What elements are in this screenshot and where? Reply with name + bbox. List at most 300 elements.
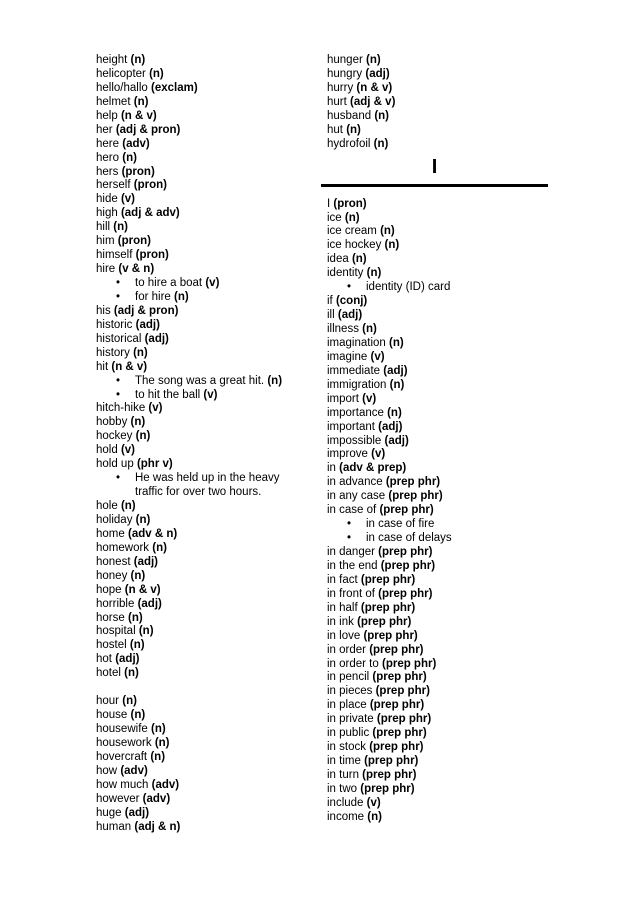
vocab-entry xyxy=(96,500,306,514)
vocab-example xyxy=(96,375,306,389)
part-of-speech: (n) xyxy=(127,611,143,624)
part-of-speech: (pron) xyxy=(135,249,169,262)
entry-word: housework xyxy=(96,737,152,750)
vocab-entry xyxy=(96,779,306,793)
vocab-entry xyxy=(96,221,306,235)
part-of-speech: (adv) xyxy=(120,764,148,777)
part-of-speech: (v) xyxy=(120,193,136,206)
left-column xyxy=(96,54,306,835)
part-of-speech: (n & v) xyxy=(120,109,157,122)
vocab-entry xyxy=(96,54,306,68)
entry-word: ill xyxy=(327,309,335,322)
part-of-speech: (adj) xyxy=(144,332,169,345)
vocab-entry xyxy=(327,421,552,435)
vocab-entry xyxy=(96,709,306,723)
vocab-entry xyxy=(96,458,306,472)
vocab-entry xyxy=(96,598,306,612)
vocab-entry xyxy=(327,435,552,449)
bullet-icon: • xyxy=(116,374,121,387)
part-of-speech: (n) xyxy=(151,723,166,736)
vocab-entry xyxy=(96,653,306,667)
part-of-speech: (prep phr) xyxy=(369,699,425,712)
bullet-icon: • xyxy=(116,472,121,485)
vocab-entry xyxy=(327,574,552,588)
part-of-speech: (prep phr) xyxy=(381,657,437,670)
vocab-entry xyxy=(327,588,552,602)
part-of-speech: (v) xyxy=(205,277,220,289)
vocab-entry xyxy=(96,96,306,110)
part-of-speech: (prep phr) xyxy=(364,755,419,768)
entry-word: hire xyxy=(96,263,116,276)
part-of-speech: (v) xyxy=(120,444,136,457)
part-of-speech: (prep phr) xyxy=(363,629,418,642)
entry-word: import xyxy=(327,392,359,405)
entry-word: holiday xyxy=(96,513,133,526)
entry-word: hydrofoil xyxy=(327,137,371,150)
entry-word: The song was a great hit. xyxy=(135,374,265,387)
vocab-entry xyxy=(327,741,552,755)
entry-word: hello/hallo xyxy=(96,81,148,94)
entry-word: improve xyxy=(327,448,368,461)
part-of-speech: (prep phr) xyxy=(362,769,417,781)
entry-word: imagination xyxy=(327,336,386,349)
vocab-entry xyxy=(327,337,552,351)
part-of-speech: (v) xyxy=(148,402,163,415)
vocab-entry xyxy=(327,546,552,560)
part-of-speech: (phr v) xyxy=(136,458,173,471)
vocab-entry xyxy=(96,361,306,375)
part-of-speech: (n) xyxy=(152,541,167,554)
entry-word: hero xyxy=(96,151,120,164)
vocab-example xyxy=(96,389,306,403)
part-of-speech: (n) xyxy=(366,54,381,66)
part-of-speech: (adj & v) xyxy=(350,95,396,108)
vocab-entry xyxy=(96,152,306,166)
entry-word: hide xyxy=(96,193,118,206)
vocab-entry xyxy=(327,379,552,393)
entry-word: helmet xyxy=(96,95,131,108)
vocab-entry xyxy=(96,584,306,598)
entry-word: important xyxy=(327,420,375,433)
vocab-entry xyxy=(327,448,552,462)
vocab-entry xyxy=(96,193,306,207)
part-of-speech: (adj) xyxy=(365,67,390,80)
part-of-speech: (n) xyxy=(373,137,389,150)
part-of-speech: (n) xyxy=(389,336,404,349)
part-of-speech: (adj) xyxy=(383,364,408,377)
part-of-speech: (adv) xyxy=(151,778,180,791)
entry-word: historic xyxy=(96,318,133,331)
part-of-speech: (n & v) xyxy=(111,360,148,373)
entry-word: hitch-hike xyxy=(96,402,146,415)
part-of-speech: (prep phr) xyxy=(372,671,427,684)
part-of-speech: (n) xyxy=(130,416,146,429)
vocab-example xyxy=(96,472,306,500)
part-of-speech: (n) xyxy=(150,750,166,763)
vocab-entry xyxy=(96,82,306,96)
entry-word: homework xyxy=(96,541,150,554)
part-of-speech: (pron) xyxy=(117,235,151,248)
entry-word: home xyxy=(96,527,125,540)
part-of-speech: (n) xyxy=(389,378,405,391)
section-header xyxy=(321,152,548,198)
part-of-speech: (n) xyxy=(138,625,154,638)
vocab-entry xyxy=(327,462,552,476)
entry-word: identity (ID) card xyxy=(366,281,451,294)
part-of-speech: (conj) xyxy=(335,295,368,308)
entry-word: human xyxy=(96,820,132,833)
vocab-entry xyxy=(327,138,552,152)
vocab-entry xyxy=(327,630,552,644)
vocab-entry xyxy=(96,612,306,626)
vocab-entry xyxy=(327,783,552,797)
entry-word: how much xyxy=(96,778,149,791)
vocab-entry xyxy=(96,179,306,193)
entry-word: how xyxy=(96,764,118,777)
part-of-speech: (prep phr) xyxy=(376,713,432,726)
part-of-speech: (pron) xyxy=(333,197,367,210)
entry-word: illness xyxy=(327,323,359,335)
part-of-speech: (v) xyxy=(370,350,385,363)
entry-word: in ink xyxy=(327,615,354,628)
part-of-speech: (n) xyxy=(124,667,139,680)
vocab-entry xyxy=(327,755,552,769)
part-of-speech: (prep phr) xyxy=(375,685,430,698)
part-of-speech: (prep phr) xyxy=(385,476,441,489)
entry-word: his xyxy=(96,304,111,317)
part-of-speech: (n) xyxy=(135,513,151,526)
entry-word: in place xyxy=(327,699,367,712)
vocab-entry xyxy=(96,68,306,82)
vocab-entry xyxy=(96,737,306,751)
part-of-speech: (n) xyxy=(362,323,377,335)
entry-word: in stock xyxy=(327,741,366,754)
entry-word: in advance xyxy=(327,476,383,489)
part-of-speech: (adj & adv) xyxy=(120,207,180,220)
entry-word: immediate xyxy=(327,364,381,377)
part-of-speech: (n) xyxy=(113,221,128,234)
entry-word: hope xyxy=(96,583,122,596)
vocab-entry xyxy=(327,504,552,518)
entry-word: height xyxy=(96,54,128,66)
entry-word: in pencil xyxy=(327,671,370,684)
entry-word: him xyxy=(96,235,115,248)
vocab-entry xyxy=(96,667,306,681)
entry-word: hot xyxy=(96,653,112,666)
vocab-entry xyxy=(96,821,306,835)
vocab-entry xyxy=(327,644,552,658)
entry-word: in case of delays xyxy=(366,532,452,545)
entry-word: to hit the ball xyxy=(135,388,201,401)
vocab-entry xyxy=(327,490,552,504)
entry-word: history xyxy=(96,346,130,359)
vocab-entry xyxy=(327,267,552,281)
entry-word: in xyxy=(327,462,336,475)
part-of-speech: (n) xyxy=(133,346,148,359)
vocab-entry xyxy=(327,239,552,253)
entry-word: honey xyxy=(96,569,128,582)
part-of-speech: (exclam) xyxy=(151,81,198,94)
part-of-speech: (n) xyxy=(366,267,382,280)
vocab-entry xyxy=(96,765,306,779)
part-of-speech: (prep phr) xyxy=(379,504,434,517)
vocab-entry xyxy=(327,54,552,68)
part-of-speech: (n) xyxy=(387,406,402,419)
entry-word: imagine xyxy=(327,350,368,363)
entry-word: ice hockey xyxy=(327,239,382,252)
entry-word: hovercraft xyxy=(96,750,148,763)
part-of-speech: (v) xyxy=(362,392,377,405)
vocab-entry xyxy=(327,393,552,407)
entry-word: horse xyxy=(96,611,125,624)
vocab-entry xyxy=(96,625,306,639)
part-of-speech: (n) xyxy=(122,695,137,708)
entry-word: for hire xyxy=(135,290,171,303)
entry-word: hungry xyxy=(327,67,363,80)
entry-word: hotel xyxy=(96,667,121,680)
part-of-speech: (n) xyxy=(129,639,145,652)
part-of-speech: (n) xyxy=(120,500,136,513)
entry-word: in time xyxy=(327,755,361,768)
part-of-speech: (v & n) xyxy=(118,263,155,276)
entry-word: in two xyxy=(327,782,358,795)
part-of-speech: (adv & prep) xyxy=(339,462,407,475)
vocab-example xyxy=(327,281,552,295)
entry-word: in order xyxy=(327,643,366,656)
section-letter: I xyxy=(431,155,438,178)
vocab-entry xyxy=(96,319,306,333)
vocab-entry xyxy=(327,658,552,672)
entry-word: hostel xyxy=(96,639,127,652)
vocab-entry xyxy=(96,124,306,138)
spacer xyxy=(96,681,306,695)
part-of-speech: (prep phr) xyxy=(388,490,443,503)
part-of-speech: (n) xyxy=(149,67,164,80)
vocab-example xyxy=(327,518,552,532)
part-of-speech: (adj) xyxy=(133,555,159,568)
vocab-entry xyxy=(327,295,552,309)
part-of-speech: (adj) xyxy=(115,653,140,666)
part-of-speech: (n) xyxy=(380,225,395,238)
entry-word: hour xyxy=(96,695,120,708)
part-of-speech: (n) xyxy=(367,810,382,823)
part-of-speech: (prep phr) xyxy=(360,573,416,586)
entry-word: house xyxy=(96,709,128,722)
vocab-entry xyxy=(96,416,306,430)
part-of-speech: (n) xyxy=(135,430,151,443)
entry-word: in public xyxy=(327,727,370,740)
part-of-speech: (prep phr) xyxy=(357,615,412,628)
vocab-entry xyxy=(96,110,306,124)
vocab-entry xyxy=(96,402,306,416)
entry-word: in fact xyxy=(327,573,358,586)
part-of-speech: (n & v) xyxy=(356,81,393,94)
entry-word: hill xyxy=(96,221,111,234)
vocab-entry xyxy=(327,68,552,82)
entry-word: however xyxy=(96,792,140,805)
vocab-entry xyxy=(327,602,552,616)
entry-word: huge xyxy=(96,806,122,819)
vocab-example xyxy=(96,277,306,291)
entry-word: hole xyxy=(96,500,118,513)
vocab-entry xyxy=(327,309,552,323)
vocab-entry xyxy=(327,253,552,267)
part-of-speech: (n) xyxy=(122,151,137,164)
part-of-speech: (n) xyxy=(130,569,146,582)
part-of-speech: (adj) xyxy=(137,597,162,610)
entry-word: husband xyxy=(327,109,372,122)
part-of-speech: (v) xyxy=(371,448,386,461)
entry-word: herself xyxy=(96,179,131,192)
entry-word: in turn xyxy=(327,769,359,781)
entry-word: housewife xyxy=(96,723,148,736)
vocab-entry xyxy=(327,811,552,825)
entry-word: identity xyxy=(327,267,364,280)
right-column xyxy=(327,54,552,825)
vocab-entry xyxy=(96,793,306,807)
entry-word: include xyxy=(327,796,364,809)
vocab-example xyxy=(327,532,552,546)
part-of-speech: (v) xyxy=(366,796,381,809)
part-of-speech: (prep phr) xyxy=(380,559,436,572)
part-of-speech: (adv) xyxy=(142,792,171,805)
part-of-speech: (adj & n) xyxy=(134,820,181,833)
vocab-entry xyxy=(327,96,552,110)
entry-word: in half xyxy=(327,601,358,614)
entry-word: in the end xyxy=(327,559,378,572)
entry-word: hurt xyxy=(327,95,347,108)
entry-word: in case of xyxy=(327,504,377,517)
vocab-entry xyxy=(327,560,552,574)
entry-word: honest xyxy=(96,555,131,568)
entry-word: in front of xyxy=(327,587,375,600)
entry-word: ice xyxy=(327,211,342,224)
entry-word: in private xyxy=(327,713,374,726)
vocab-entry xyxy=(327,212,552,226)
vocab-entry xyxy=(327,124,552,138)
part-of-speech: (prep phr) xyxy=(372,727,427,740)
entry-word: I xyxy=(327,197,331,210)
part-of-speech: (prep phr) xyxy=(378,587,433,600)
vocab-entry xyxy=(96,235,306,249)
vocab-entry xyxy=(327,699,552,713)
entry-word: if xyxy=(327,295,333,308)
entry-word: himself xyxy=(96,249,133,262)
vocab-entry xyxy=(96,263,306,277)
part-of-speech: (prep phr) xyxy=(360,601,416,614)
vocab-entry xyxy=(327,323,552,337)
part-of-speech: (n) xyxy=(346,123,361,136)
entry-word: hit xyxy=(96,360,109,373)
part-of-speech: (pron) xyxy=(121,165,155,178)
entry-word: in pieces xyxy=(327,685,373,698)
vocab-entry xyxy=(96,444,306,458)
vocab-entry xyxy=(96,166,306,180)
entry-word: hut xyxy=(327,123,343,136)
vocab-entry xyxy=(96,751,306,765)
bullet-icon: • xyxy=(347,532,352,545)
part-of-speech: (adj) xyxy=(337,309,363,322)
vocab-entry xyxy=(327,351,552,365)
bullet-icon: • xyxy=(347,281,352,294)
part-of-speech: (adj & pron) xyxy=(113,304,179,317)
entry-word: in case of fire xyxy=(366,518,435,531)
entry-word: immigration xyxy=(327,378,387,391)
part-of-speech: (n) xyxy=(130,709,146,722)
part-of-speech: (n) xyxy=(133,95,149,108)
entry-word: helicopter xyxy=(96,67,146,80)
entry-word: He was held up in the heavy traffic for over two hours. xyxy=(135,472,280,499)
entry-word: hobby xyxy=(96,416,128,429)
vocab-entry xyxy=(327,671,552,685)
vocab-entry xyxy=(96,347,306,361)
vocab-entry xyxy=(96,430,306,444)
vocab-entry xyxy=(327,225,552,239)
entry-word: in any case xyxy=(327,490,386,503)
vocab-entry xyxy=(327,685,552,699)
entry-word: income xyxy=(327,810,365,823)
vocab-entry xyxy=(327,727,552,741)
entry-word: hold xyxy=(96,444,118,457)
part-of-speech: (n) xyxy=(344,211,360,224)
part-of-speech: (n) xyxy=(154,737,170,750)
entry-word: to hire a boat xyxy=(135,277,203,289)
vocab-entry xyxy=(96,528,306,542)
vocab-entry xyxy=(327,616,552,630)
entry-word: hers xyxy=(96,165,119,178)
entry-word: hunger xyxy=(327,54,363,66)
vocab-entry xyxy=(96,514,306,528)
vocab-entry xyxy=(327,110,552,124)
vocab-entry xyxy=(327,769,552,783)
section-rule xyxy=(321,184,548,187)
vocab-entry xyxy=(96,807,306,821)
part-of-speech: (adv & n) xyxy=(127,527,178,540)
vocab-entry xyxy=(327,365,552,379)
part-of-speech: (adv) xyxy=(122,137,150,150)
part-of-speech: (pron) xyxy=(133,179,167,192)
part-of-speech: (n) xyxy=(351,253,367,266)
entry-word: impossible xyxy=(327,434,382,447)
part-of-speech: (prep phr) xyxy=(378,546,433,558)
entry-word: historical xyxy=(96,332,142,345)
vocab-entry xyxy=(327,797,552,811)
entry-word: high xyxy=(96,207,118,220)
part-of-speech: (n & v) xyxy=(124,583,161,596)
vocab-entry xyxy=(96,639,306,653)
vocab-entry xyxy=(96,333,306,347)
vocab-entry xyxy=(96,695,306,709)
entry-word: hurry xyxy=(327,81,354,94)
bullet-icon: • xyxy=(116,290,121,303)
vocab-entry xyxy=(96,723,306,737)
entry-word: horrible xyxy=(96,597,135,610)
entry-word: hockey xyxy=(96,430,133,443)
entry-word: hold up xyxy=(96,458,134,471)
vocab-entry xyxy=(96,249,306,263)
vocab-entry xyxy=(327,82,552,96)
vocab-entry xyxy=(96,207,306,221)
vocab-entry xyxy=(96,570,306,584)
part-of-speech: (n) xyxy=(174,290,189,303)
part-of-speech: (n) xyxy=(384,239,400,252)
part-of-speech: (prep phr) xyxy=(360,782,415,795)
part-of-speech: (adj) xyxy=(378,420,403,433)
entry-word: in love xyxy=(327,629,361,642)
entry-word: in danger xyxy=(327,546,375,558)
vocab-entry xyxy=(327,713,552,727)
part-of-speech: (prep phr) xyxy=(369,741,424,754)
